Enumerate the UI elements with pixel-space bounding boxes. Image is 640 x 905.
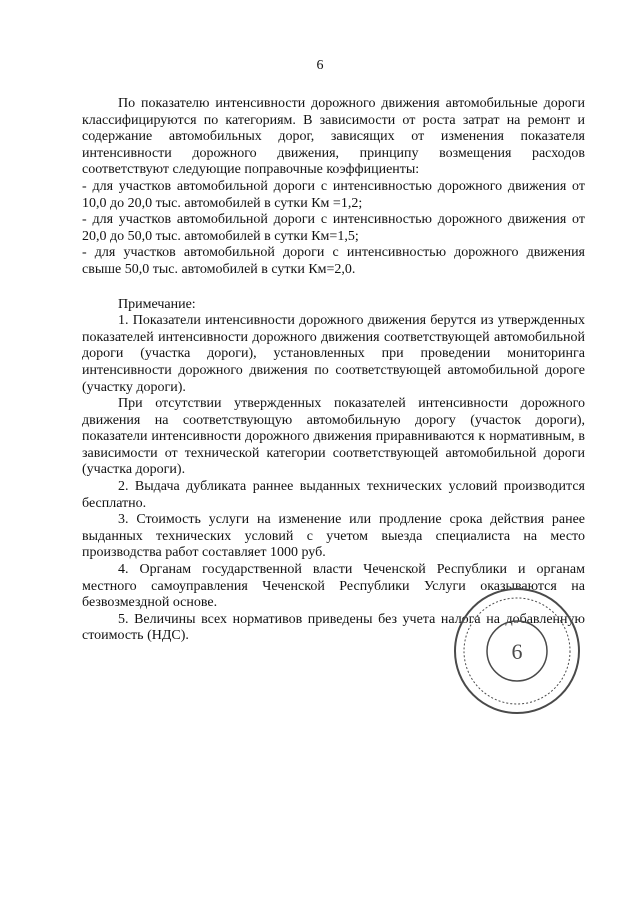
official-stamp <box>452 586 582 716</box>
note-heading: Примечание: <box>118 296 196 312</box>
note-item: 4. Органам государственной власти Чеченской Республики и органам местного самоуправления Чеченской Республики Услуги оказываются на безвозмездной основе. <box>82 562 585 611</box>
note-item: 3. Стоимость услуги на изменение или продление срока действия ранее выданных технических условий с учетом выезда специалиста на место производства работ составляет 1000 руб. <box>82 512 585 561</box>
coefficient-item: - для участков автомобильной дороги с интенсивностью дорожного движения от 20,0 до 50,0 тыс. автомобилей в сутки Км=1,5; <box>82 212 585 244</box>
coefficient-list <box>82 179 585 279</box>
document-body <box>82 96 585 645</box>
page-number: 6 <box>316 58 324 73</box>
note-item: 5. Величины всех нормативов приведены без учета налога на добавленную стоимость (НДС). <box>82 611 585 644</box>
coefficient-item: - для участков автомобильной дороги с интенсивностью дорожного движения свыше 50,0 тыс. автомобилей в сутки Км=2,0. <box>82 245 585 277</box>
note-item: При отсутствии утвержденных показателей интенсивности дорожного движения на соответствующую автомобильную дорогу (участок дороги), показатели интенсивности дорожного движения приравниваются к нормативным, в зависимости от технической категории соответствующей автомобильной дороги (участка дороги). <box>82 396 585 478</box>
note-item: 2. Выдача дубликата раннее выданных технических условий производится бесплатно. <box>82 479 585 511</box>
note-item: 1. Показатели интенсивности дорожного движения берутся из утвержденных показателей интенсивности дорожного движения соответствующей автомобильной дороги (участка дороги), установленных при проведении мониторинга интенсивности дорожного движения по соответствующей автомобильной дороге (участку дороги). <box>82 313 585 395</box>
coefficient-item: - для участков автомобильной дороги с интенсивностью дорожного движения от 10,0 до 20,0 тыс. автомобилей в сутки Км =1,2; <box>82 178 585 211</box>
stamp-center-text: 6 <box>511 639 523 664</box>
intro-paragraph: По показателю интенсивности дорожного движения автомобильные дороги классифицируются по категориям. В зависимости от роста затрат на ремонт и содержание автомобильных дорог, зависящих от изменения показателя интенсивности дорожного движения, принципу возмещения расходов соответствуют следующие поправочные коэффициенты: <box>82 96 585 178</box>
